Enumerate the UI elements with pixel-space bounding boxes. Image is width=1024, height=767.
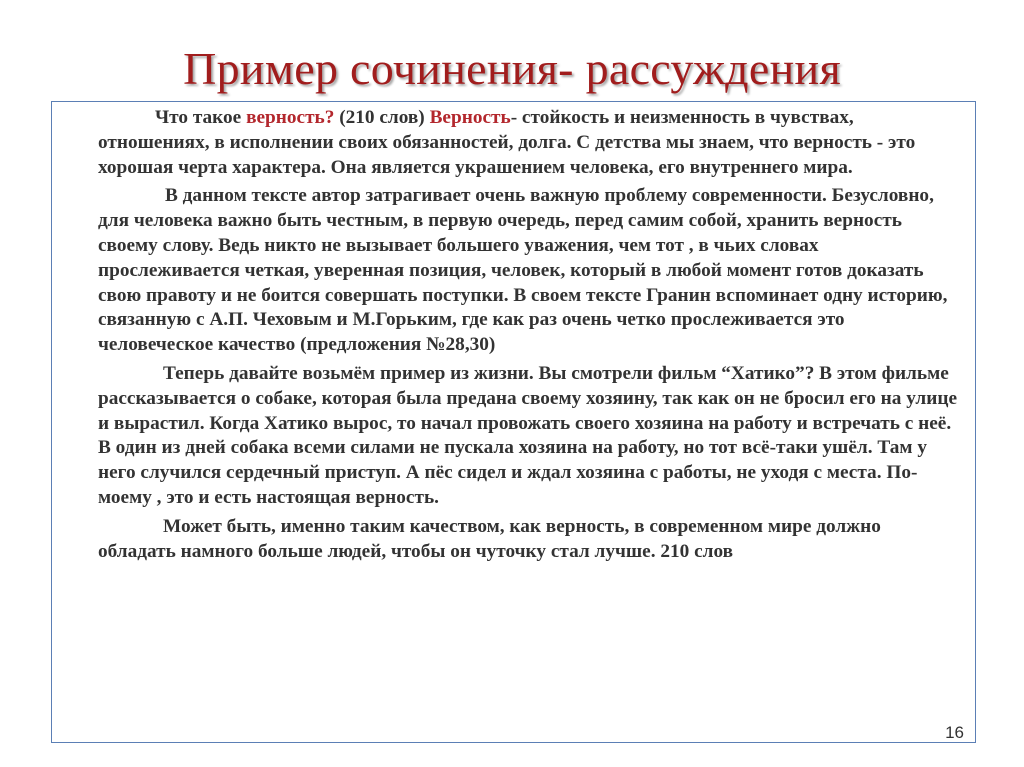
definition-text: - стойкость и неизменность в чувствах, отношениях, в исполнении своих обязанностей, долга. С детства мы знаем, что верность - это хорошая черта характера. Она является украшением человека, его внутреннего мира. bbox=[98, 107, 916, 178]
essay-paragraph-1 bbox=[98, 106, 961, 180]
essay-paragraph-3: Теперь давайте возьмём пример из жизни. Вы смотрели фильм “Хатико”? В этом фильме рассказывается о собаке, которая была предана своему хозяину, так как он не бросил его на улице и вырастил. Когда Хатико вырос, то начал провожать своего хозяина на работу и встречать с неё. В один из дней собака всеми силами не пускала хозяина на работу, но тот всё-таки ушёл. Там у него случился сердечный приступ. А пёс сидел и ждал хозяина с работы, не уходя с места. По-моему , это и есть настоящая верность. bbox=[98, 362, 958, 508]
page-number: 16 bbox=[945, 723, 964, 742]
question-keyword: верность? bbox=[246, 107, 335, 128]
essay-paragraph-4: Может быть, именно таким качеством, как верность, в современном мире должно обладать намного больше людей, чтобы он чуточку стал лучше. 210 слов bbox=[98, 515, 881, 562]
defined-term: Верность bbox=[429, 107, 511, 128]
word-count-note: (210 слов) bbox=[334, 107, 430, 128]
essay-text-box bbox=[51, 101, 976, 743]
question-prefix: Что такое bbox=[155, 107, 247, 128]
slide-title: Пример сочинения- рассуждения bbox=[183, 43, 841, 94]
essay-paragraph-2: В данном тексте автор затрагивает очень важную проблему современности. Безусловно, для человека важно быть честным, в первую очередь, перед самим собой, хранить верность своему слову. Ведь никто не вызывает большего уважения, чем тот , в чьих словах прослеживается четкая, уверенная позиция, человек, который в любой момент готов доказать свою правоту и не боится совершать поступки. В своем тексте Гранин вспоминает одну историю, связанную с А.П. Чеховым и М.Горьким, где как раз очень четко прослеживается это человеческое качество (предложения №28,30) bbox=[98, 185, 948, 356]
